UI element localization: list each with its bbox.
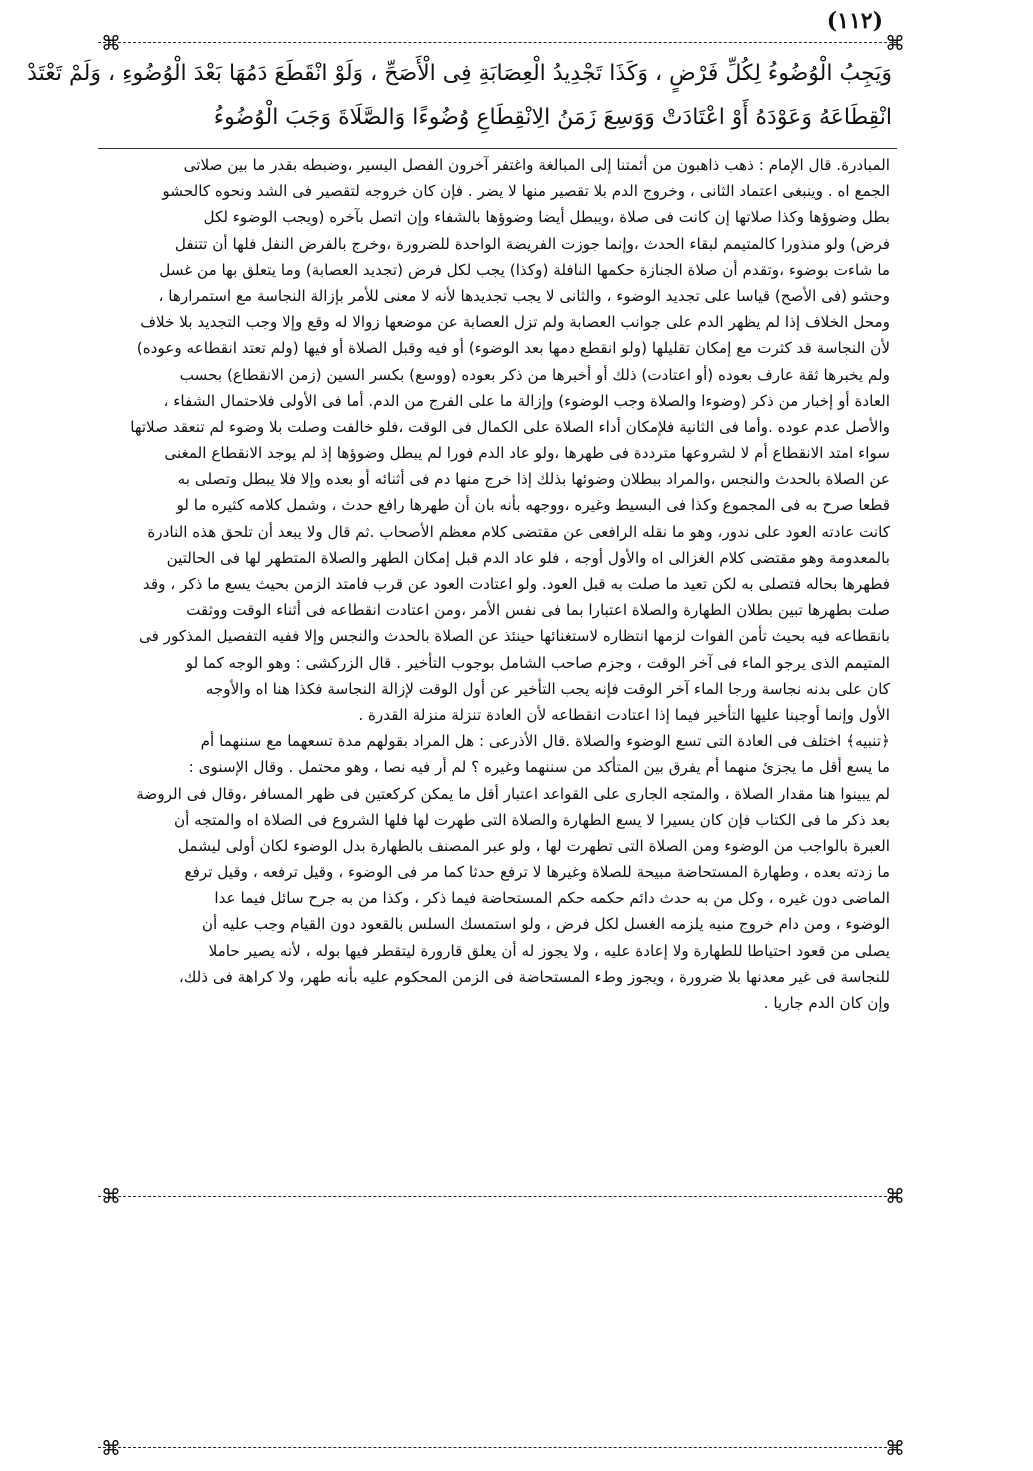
- decorative-knot-icon: ⌘: [885, 1184, 905, 1208]
- sharh-line: ما يسع أقل ما يجزئ منهما أم يفرق بين المتأكد من سننهما وغيره ؟ لم أر فيه نصا ، وهو محتمل . وقال الإسنوى :: [188, 758, 890, 777]
- sharh-line: الوضوء ، ومن دام خروج منيه يلزمه الغسل لكل فرض ، ولو استمسك السلس بالقعود دون القيام وجب عليه أن: [201, 915, 890, 934]
- sharh-line: وإن كان الدم جاريا .: [763, 994, 890, 1012]
- sharh-line: العادة أو إخبار من ذكر (وضوءا والصلاة وجب الوضوء) وإزالة ما على الفرج من الدم. أما فى الأولى فلاحتمال الشفاء ،: [163, 391, 890, 410]
- sharh-text: [118, 152, 890, 1016]
- page-number: (١١٢): [826, 8, 883, 34]
- decorative-knot-icon: ⌘: [101, 31, 121, 55]
- sharh-line: الجمع اه . وينبغى اعتماد الثانى ، وخروج الدم بلا تقصير منها لا يضر . فإن كان خروجه لتقصير فى الشد ونحوه كالحشو: [162, 182, 890, 201]
- decorative-knot-icon: ⌘: [885, 31, 905, 55]
- sharh-line: سواء امتد الانقطاع أم لا لشروعها مترددة فى طهرها ،ولو عاد الدم فورا لم يبطل وضوؤها إذ لم يوجد الانقطاع المغنى: [164, 444, 890, 463]
- sharh-line: قطعا صرح به فى المجموع وكذا فى البسيط وغيره ،ووجهه بأنه بان أن طهرها رافع حدث ، وشمل كلامه كثيره ما لو: [176, 496, 890, 515]
- sharh-line: للنجاسة فى غير معدنها بلا ضرورة ، ويجوز وطء المستحاضة فى الزمن المحكوم عليه بأنه طهر، ولا كراهة فى ذلك،: [178, 967, 890, 986]
- sharh-line: ما شاءت بوضوء ،وتقدم أن صلاة الجنازة حكمها النافلة (وكذا) يجب لكل فرض (تجديد العصابة) وما يتعلق بها من غسل: [159, 260, 890, 279]
- matn-text: [27, 52, 892, 140]
- sharh-line: كانت عادته العود على ندور، وهو ما نقله الرافعى عن مقتضى كلام معظم الأصحاب .ثم قال ولا يبعد أن تلحق هذه النادرة: [147, 522, 890, 541]
- sharh-line: بانقطاعه فيه بحيث تأمن الفوات لزمها انتظاره لاستغنائها حينئذ عن الصلاة بالحدث والنجس وإلا ففيه التفصيل المذكور فى: [138, 627, 890, 646]
- sharh-line: فرض) ولو منذورا كالمتيمم لبقاء الحدث ،وإنما جوزت الفريضة الواحدة للضرورة ،وخرج بالفرض النفل فلها أن تتنفل: [174, 234, 890, 253]
- sharh-line: كان على بدنه نجاسة ورجا الماء آخر الوقت فإنه يجب التأخير عن أول الوقت لإزالة النجاسة فكذا هنا اه والأوجه: [205, 679, 890, 698]
- sharh-line: ولم يخبرها ثقة عارف بعوده (أو اعتادت) ذلك أو أخبرها من ذكر بعوده (ووسع) بكسر السين (زمن الانقطاع) بحسب: [179, 365, 890, 384]
- sharh-line: صلت بطهرها تبين بطلان الطهارة والصلاة اعتبارا بما فى نفس الأمر ،ومن اعتادت انقطاعه فى أثناء الوقت ووثقت: [186, 601, 890, 620]
- sharh-line: والأصل عدم عوده .وأما فى الثانية فلإمكان أداء الصلاة على الكمال فى الوقت ،فلو خالفت وصلت بلا وضوء لم تنعقد صلاتها: [130, 417, 890, 436]
- sharh-line: المبادرة. قال الإمام : ذهب ذاهبون من أئمتنا إلى المبالغة واغتفر آخرون الفصل اليسير ،وضبطه بقدر ما بين صلاتى: [183, 156, 890, 174]
- decorative-knot-icon: ⌘: [101, 1184, 121, 1208]
- matn-line: انْقِطَاعَهُ وَعَوْدَهُ أَوْ اعْتَادَتْ وَوَسِعَ زَمَنُ الِانْقِطَاعِ وُضُوءًا وَالصَّلَاةَ وَجَبَ الْوُضُوءُ: [213, 105, 892, 130]
- decorative-knot-icon: ⌘: [101, 1436, 121, 1460]
- separator-rule: [98, 148, 897, 149]
- sharh-line: بعد ذكر ما فى الكتاب فإن كان يسيرا لا يسع الطهارة والصلاة التى طهرت لها فلها الشروع فى الصلاة اه والمتجه أن: [173, 810, 890, 829]
- sharh-line: لم يبينوا هنا مقدار الصلاة ، والمتجه الجارى على القواعد اعتبار أقل ما يمكن كركعتين فى ظهر المسافر ،وقال فى الروضة: [136, 784, 890, 803]
- decorative-knot-icon: ⌘: [885, 1436, 905, 1460]
- sharh-line: وحشو (فى الأصح) قياسا على تجديد الوضوء ، والثانى لا يجب تجديدها لأنه لا معنى للأمر بإزالة النجاسة مع استمرارها ،: [158, 286, 890, 305]
- bottom-rule: [98, 1196, 897, 1197]
- sharh-line: المتيمم الذى يرجو الماء فى آخر الوقت ، وجزم صاحب الشامل بوجوب التأخير . قال الزركشى : وهو الوجه كما لو: [185, 653, 890, 672]
- sharh-line: بطل وضوؤها وكذا صلاتها إن كانت فى صلاة ،ويبطل أيضا وضوؤها بالشفاء وإن اتصل بآخره (ويجب الوضوء لكل: [203, 208, 890, 227]
- sharh-line: العبرة بالواجب من الوضوء ومن الصلاة التى تطهرت لها ، ولو عبر المصنف بالطهارة بدل الوضوء لكان أولى ليشمل: [177, 836, 890, 855]
- sharh-line: الأول وإنما أوجبنا عليها التأخير فيما إذا اعتادت انقطاعه لأن العادة تنزلة منزلة القدرة .: [358, 705, 890, 724]
- matn-line: وَيَجِبُ الْوُضُوءُ لِكُلِّ فَرْضٍ ، وَكَذَا تَجْدِيدُ الْعِصَابَةِ فِى الْأَصَحِّ ، وَلَوْ انْقَطَعَ دَمُهَا بَعْدَ الْوُضُوءِ ، وَلَمْ تَعْتَدْ: [27, 61, 892, 86]
- sharh-line: عن الصلاة بالحدث والنجس ،والمراد ببطلان وضوئها بذلك إذا خرج منها دم فى أثنائه أو بعده وإلا فلا يبطل وتصلى به: [177, 470, 890, 489]
- sharh-line: الماضى دون غيره ، وكل من به حدث دائم حكمه حكم المستحاضة فيما ذكر ، وكذا من به جرح سائل فيما عدا: [214, 889, 890, 908]
- sharh-line: فطهرها بحاله فتصلى به لكن تعيد ما صلت به قبل العود. ولو اعتادت العود عن قرب فامتد الزمن بحيث يسع ما ذكر ، وقد: [142, 575, 890, 593]
- sharh-line: ﴿تنبيه﴾ اختلف فى العادة التى تسع الوضوء والصلاة .قال الأذرعى : هل المراد بقولهم مدة تسعهما مع سننهما أم: [200, 732, 890, 751]
- sharh-line: لأن النجاسة قد كثرت مع إمكان تقليلها (ولو انقطع دمها بعد الوضوء) أو فيه وقبل الصلاة أو فيها (ولم تعتد انقطاعه وعوده): [136, 339, 890, 358]
- footer-rule: [98, 1447, 897, 1448]
- sharh-line: ما زدته بعده ، وطهارة المستحاضة مبيحة للصلاة وغيرها لا ترفع حدثا كما مر فى الوضوء ، وقيل ترفعه ، وقيل ترفع: [184, 863, 890, 882]
- sharh-line: يصلى من قعود احتياطا للطهارة ولا إعادة عليه ، ولا يجوز له أن يعلق قارورة ليتقطر فيها بوله ، لأنه يصير حاملا: [208, 941, 890, 960]
- top-rule: [98, 42, 897, 43]
- sharh-line: بالمعدومة وهو مقتضى كلام الغزالى اه والأول أوجه ، فلو عاد الدم قبل إمكان الطهر والصلاة المتطهر لها فى الحالتين: [166, 548, 890, 567]
- sharh-line: ومحل الخلاف إذا لم يظهر الدم على جوانب العصابة ولم تزل العصابة عن موضعها زوالا له وقع وإلا وجب التجديد بلا خلاف: [140, 313, 890, 332]
